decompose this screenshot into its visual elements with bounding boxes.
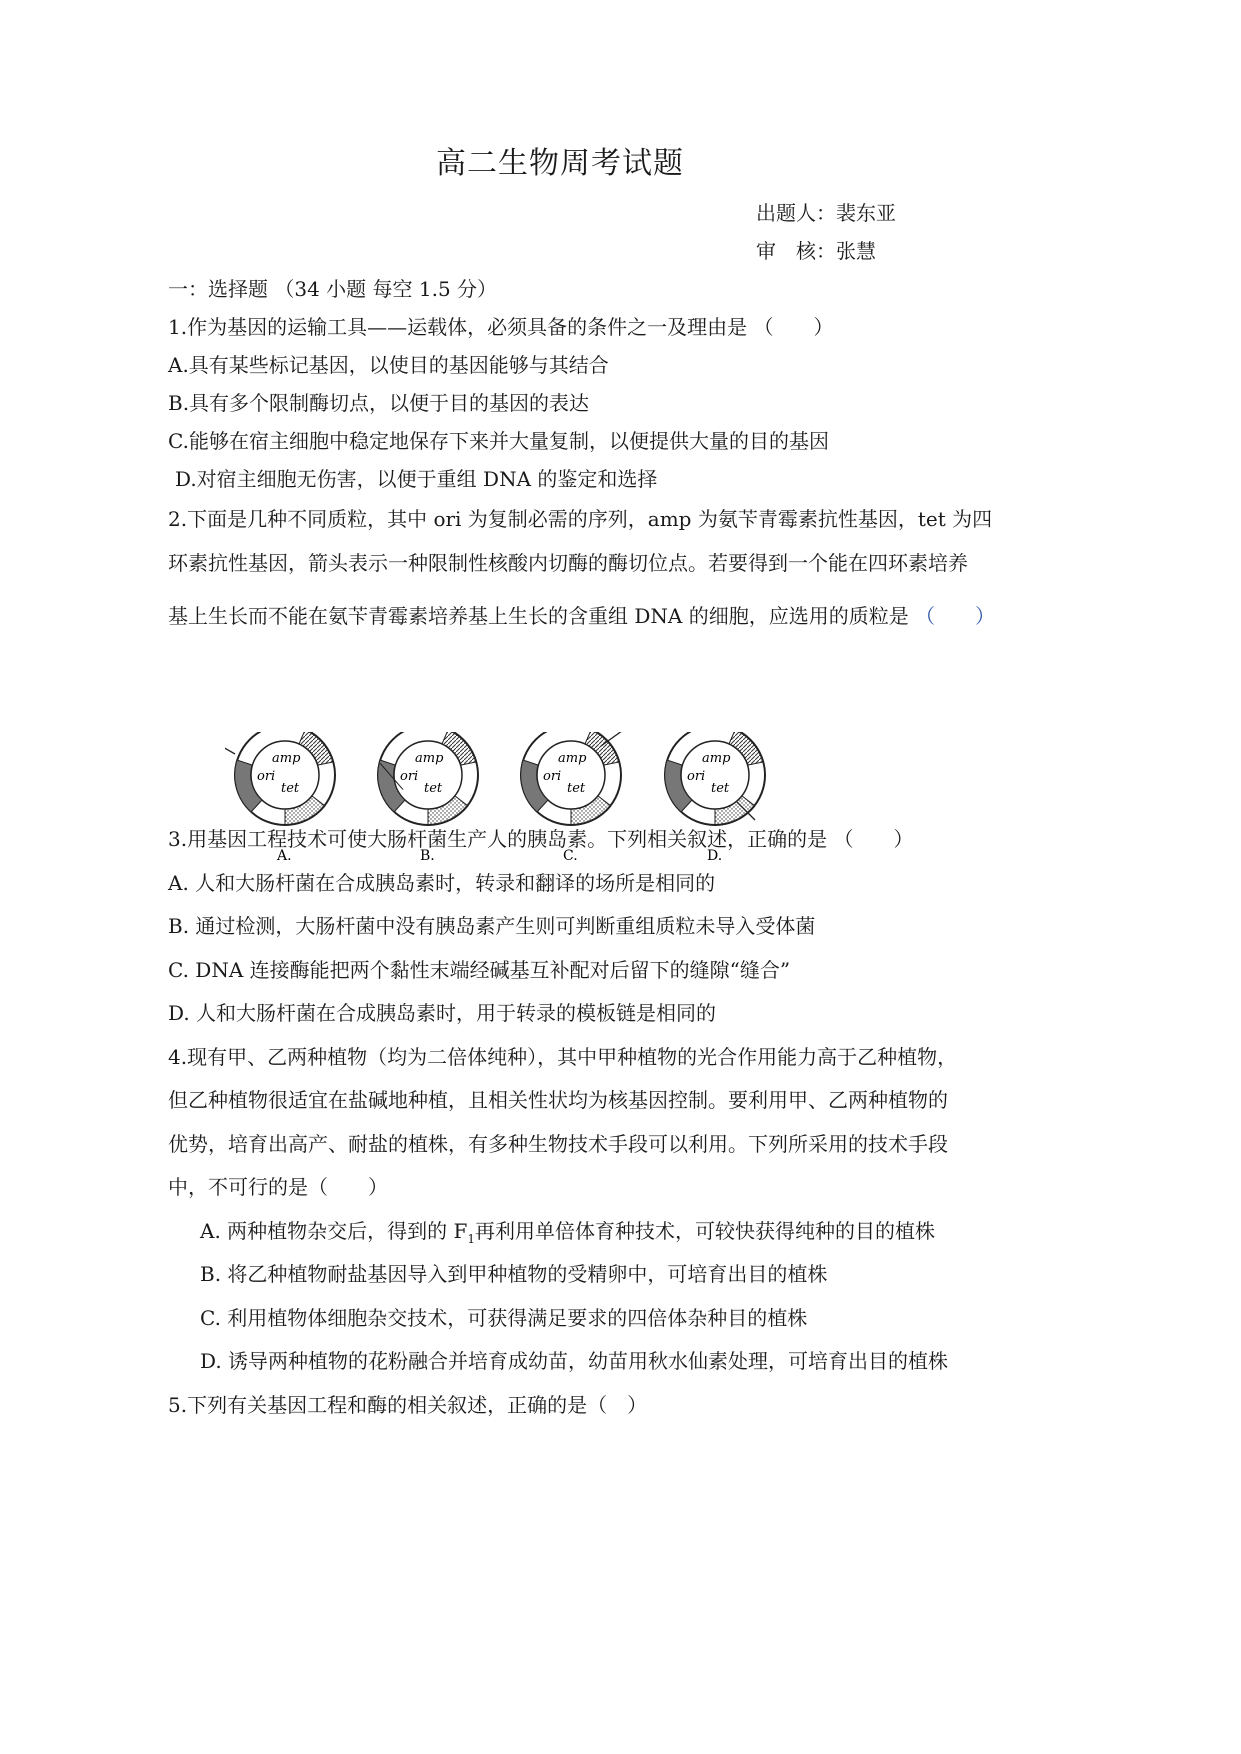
question-3-option-c: C. DNA 连接酶能把两个黏性末端经碱基互补配对后留下的缝隙“缝合” xyxy=(168,958,791,982)
tet-label: tet xyxy=(711,781,730,796)
question-2-line-3 xyxy=(168,603,995,629)
plasmid-b-label: B. xyxy=(420,848,435,862)
reviewer-line: 审 核：张慧 xyxy=(756,239,876,263)
question-4-line-2: 但乙种植物很适宜在盐碱地种植，且相关性状均为核基因控制。要利用甲、乙两种植物的 xyxy=(168,1088,948,1112)
amp-label: amp xyxy=(702,751,731,766)
question-4-option-a xyxy=(200,1218,935,1252)
author-line: 出题人：裴东亚 xyxy=(756,201,896,225)
question-4-option-c: C. 利用植物体细胞杂交技术，可获得满足要求的四倍体杂种目的植株 xyxy=(200,1306,808,1330)
question-1-option-a: A.具有某些标记基因，以使目的基因能够与其结合 xyxy=(168,353,609,377)
plasmid-a-label: A. xyxy=(277,848,292,862)
question-1-option-b: B.具有多个限制酶切点，以便于目的基因的表达 xyxy=(168,391,590,415)
question-4-line-3: 优势，培育出高产、耐盐的植株，有多种生物技术手段可以利用。下列所采用的技术手段 xyxy=(168,1132,948,1156)
ori-label: ori xyxy=(400,769,419,784)
tet-label: tet xyxy=(424,781,443,796)
question-4-line-4: 中，不可行的是（ ） xyxy=(168,1175,388,1199)
question-4-option-b: B. 将乙种植物耐盐基因导入到甲种植物的受精卵中，可培育出目的植株 xyxy=(200,1262,828,1286)
question-3-stem: 3.用基因工程技术可使大肠杆菌生产人的胰岛素。下列相关叙述，正确的是 （ ） xyxy=(168,827,914,851)
question-2-line-1: 2.下面是几种不同质粒，其中 ori 为复制必需的序列，amp 为氨苄青霉素抗性基因，tet 为四 xyxy=(168,507,993,531)
question-1-option-c: C.能够在宿主细胞中稳定地保存下来并大量复制，以便提供大量的目的基因 xyxy=(168,429,829,453)
plasmid-d-label: D. xyxy=(707,848,723,862)
answer-parentheses: （ ） xyxy=(915,604,996,628)
tet-label: tet xyxy=(567,781,586,796)
question-4-line-1: 4.现有甲、乙两种植物（均为二倍体纯种），其中甲种植物的光合作用能力高于乙种植物， xyxy=(168,1045,958,1069)
ori-label: ori xyxy=(687,769,706,784)
question-3-option-d: D. 人和大肠杆菌在合成胰岛素时，用于转录的模板链是相同的 xyxy=(168,1001,717,1025)
question-3-option-b: B. 通过检测，大肠杆菌中没有胰岛素产生则可判断重组质粒未导入受体菌 xyxy=(168,914,816,938)
question-3-option-a: A. 人和大肠杆菌在合成胰岛素时，转录和翻译的场所是相同的 xyxy=(168,871,716,895)
question-1-stem: 1.作为基因的运输工具——运载体，必须具备的条件之一及理由是 （ ） xyxy=(168,315,834,339)
question-2-line-3-text: 基上生长而不能在氨苄青霉素培养基上生长的含重组 DNA 的细胞，应选用的质粒是 xyxy=(168,604,909,628)
tet-label: tet xyxy=(281,781,300,796)
question-4-option-d: D. 诱导两种植物的花粉融合并培育成幼苗，幼苗用秋水仙素处理，可培育出目的植株 xyxy=(200,1349,949,1373)
amp-label: amp xyxy=(415,751,444,766)
ori-label: ori xyxy=(543,769,562,784)
question-2-line-2: 环素抗性基因，箭头表示一种限制性核酸内切酶的酶切位点。若要得到一个能在四环素培养 xyxy=(168,551,968,575)
plasmid-c-label: C. xyxy=(563,848,578,862)
ori-label: ori xyxy=(257,769,276,784)
question-1-option-d: D.对宿主细胞无伤害，以便于重组 DNA 的鉴定和选择 xyxy=(175,467,658,491)
question-5-stem: 5.下列有关基因工程和酶的相关叙述，正确的是（ ） xyxy=(168,1393,648,1417)
option-a-text-after: 再利用单倍体育种技术，可较快获得纯种的目的植株 xyxy=(475,1219,936,1243)
amp-label: amp xyxy=(272,751,301,766)
option-a-text-before: A. 两种植物杂交后，得到的 F xyxy=(200,1219,468,1243)
amp-label: amp xyxy=(558,751,587,766)
section-header: 一：选择题 （34 小题 每空 1.5 分） xyxy=(168,277,498,301)
f1-subscript: 1 xyxy=(467,1232,476,1246)
exam-title: 高二生物周考试题 xyxy=(436,146,684,181)
